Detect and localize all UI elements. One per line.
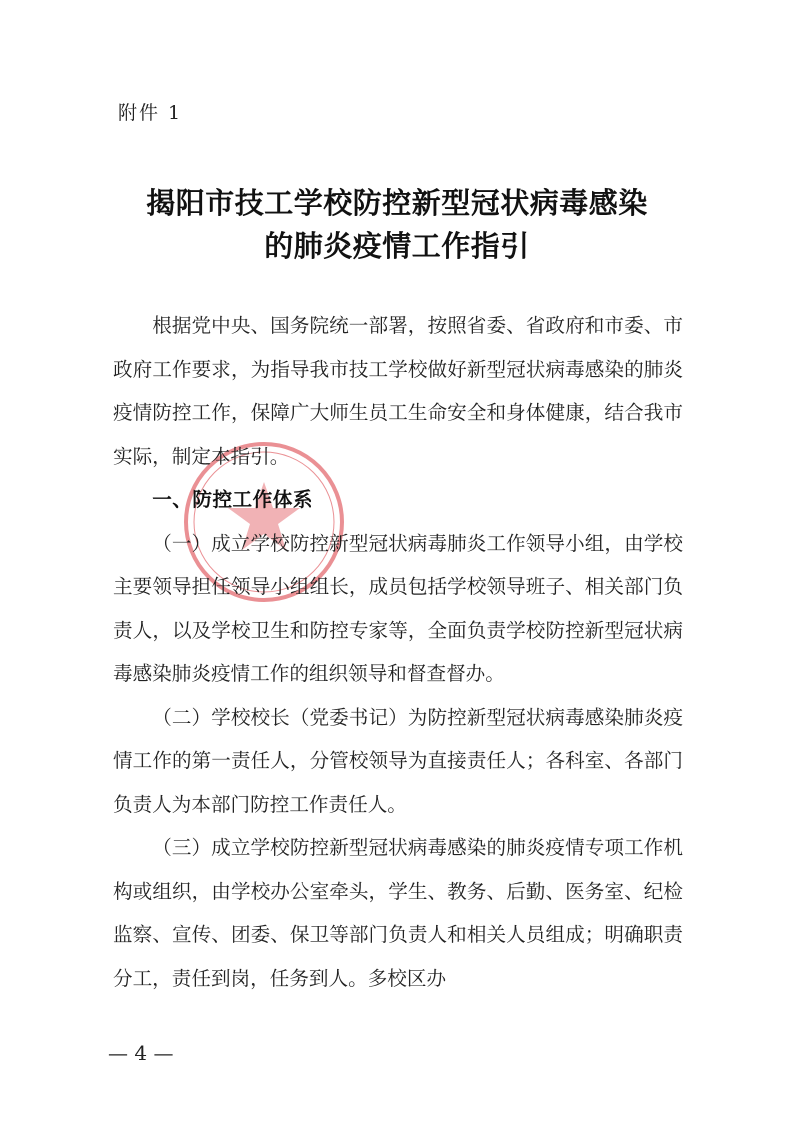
document-body [113, 304, 683, 1000]
intro-paragraph: 根据党中央、国务院统一部署，按照省委、省政府和市委、市政府工作要求，为指导我市技工学校做好新型冠状病毒感染的肺炎疫情防控工作，保障广大师生员工生命安全和身体健康，结合我市实际，制定本指引。 [113, 314, 683, 468]
page-number: — 4 — [108, 1041, 174, 1065]
attachment-label: 附件 1 [118, 102, 183, 124]
item-2-paragraph: （二）学校校长（党委书记）为防控新型冠状病毒感染肺炎疫情工作的第一责任人，分管校领导为直接责任人；各科室、各部门负责人为本部门防控工作责任人。 [113, 705, 683, 816]
item-3-paragraph: （三）成立学校防控新型冠状病毒感染的肺炎疫情专项工作机构或组织，由学校办公室牵头，学生、教务、后勤、医务室、纪检监察、宣传、团委、保卫等部门负责人和相关人员组成；明确职责分工，责任到岗，任务到人。多校区办 [113, 836, 683, 990]
item-1-paragraph: （一）成立学校防控新型冠状病毒肺炎工作领导小组，由学校主要领导担任领导小组组长，成员包括学校领导班子、相关部门负责人，以及学校卫生和防控专家等，全面负责学校防控新型冠状病毒感染肺炎疫情工作的组织领导和督查督办。 [113, 531, 683, 685]
section-1-heading: 一、防控工作体系 [152, 488, 313, 511]
document-title-line-1: 揭阳市技工学校防控新型冠状病毒感染 [146, 186, 648, 220]
document-title-line-2: 的肺炎疫情工作指引 [264, 229, 530, 263]
